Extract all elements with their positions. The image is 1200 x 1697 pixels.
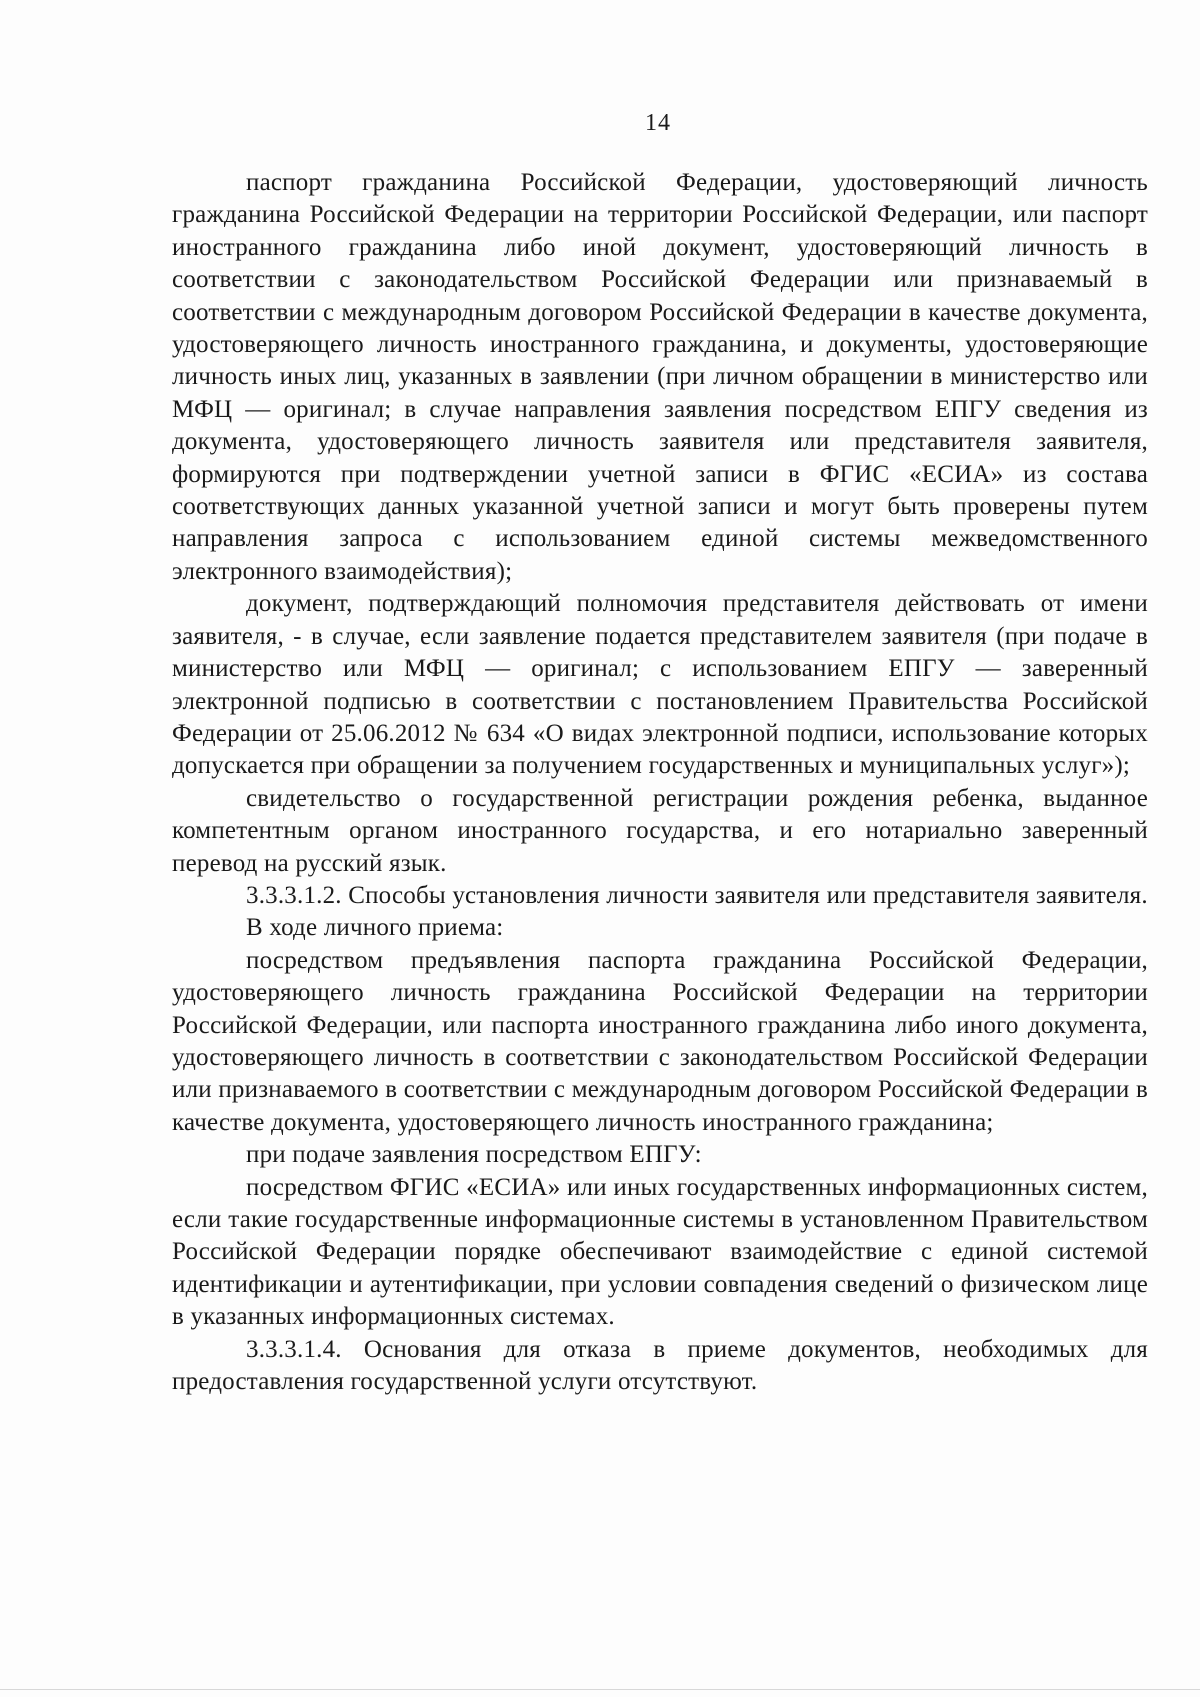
paragraph-birth-certificate: свидетельство о государственной регистрации рождения ребенка, выданное компетентным органом иностранного государства, и его нотариально заверенный перевод на русский язык.	[172, 784, 1148, 877]
paragraph-passport-presentation: посредством предъявления паспорта гражданина Российской Федерации, удостоверяющего личность гражданина Российской Федерации на территории Российской Федерации, или паспорта иностранного гражданина либо иного документа, удостоверяющего личность в соответствии с законодательством Российской Федерации или признаваемого в соответствии с международным договором Российской Федерации в качестве документа, удостоверяющего личность иностранного гражданина;	[172, 946, 1148, 1136]
paragraph-passport-documents: паспорт гражданина Российской Федерации, удостоверяющий личность гражданина Российской Федерации на территории Российской Федерации, или паспорт иностранного гражданина либо иной документ, удостоверяющий личность в соответствии с законодательством Российской Федерации или признаваемый в соответствии с международным договором Российской Федерации в качестве документа, удостоверяющего личность иностранного гражданина, и документы, удостоверяющие личность иных лиц, указанных в заявлении (при личном обращении в министерство или МФЦ — оригинал; в случае направления заявления посредством ЕПГУ сведения из документа, удостоверяющего личность заявителя или представителя заявителя, формируются при подтверждении учетной записи в ФГИС «ЕСИА» из состава соответствующих данных указанной учетной записи и могут быть проверены путем направления запроса с использованием единой системы межведомственного электронного взаимодействия);	[172, 169, 1148, 585]
paragraph-refusal-grounds: 3.3.3.1.4. Основания для отказа в приеме документов, необходимых для предоставления государственной услуги отсутствуют.	[172, 1335, 1148, 1396]
paragraph-esia-systems: посредством ФГИС «ЕСИА» или иных государственных информационных систем, если такие государственные информационные системы в установленном Правительством Российской Федерации порядке обеспечивают взаимодействие с единой системой идентификации и аутентификации, при условии совпадения сведений о физическом лице в указанных информационных системах.	[172, 1173, 1148, 1331]
paragraph-epgu-submission: при подаче заявления посредством ЕПГУ:	[246, 1141, 702, 1169]
document-body	[172, 167, 1148, 1398]
page-bottom-edge	[0, 1689, 1200, 1690]
paragraph-in-person-reception: В ходе личного приема:	[246, 914, 504, 942]
paragraph-identification-methods-heading: 3.3.3.1.2. Способы установления личности заявителя или представителя заявителя.	[246, 881, 1148, 909]
paragraph-representative-authority: документ, подтверждающий полномочия представителя действовать от имени заявителя, - в случае, если заявление подается представителем заявителя (при подаче в министерство или МФЦ — оригинал; с использованием ЕПГУ — заверенный электронной подписью в соответствии с постановлением Правительства Российской Федерации от 25.06.2012 № 634 «О видах электронной подписи, использование которых допускается при обращении за получением государственных и муниципальных услуг»);	[172, 590, 1148, 780]
page-number: 14	[645, 110, 671, 136]
